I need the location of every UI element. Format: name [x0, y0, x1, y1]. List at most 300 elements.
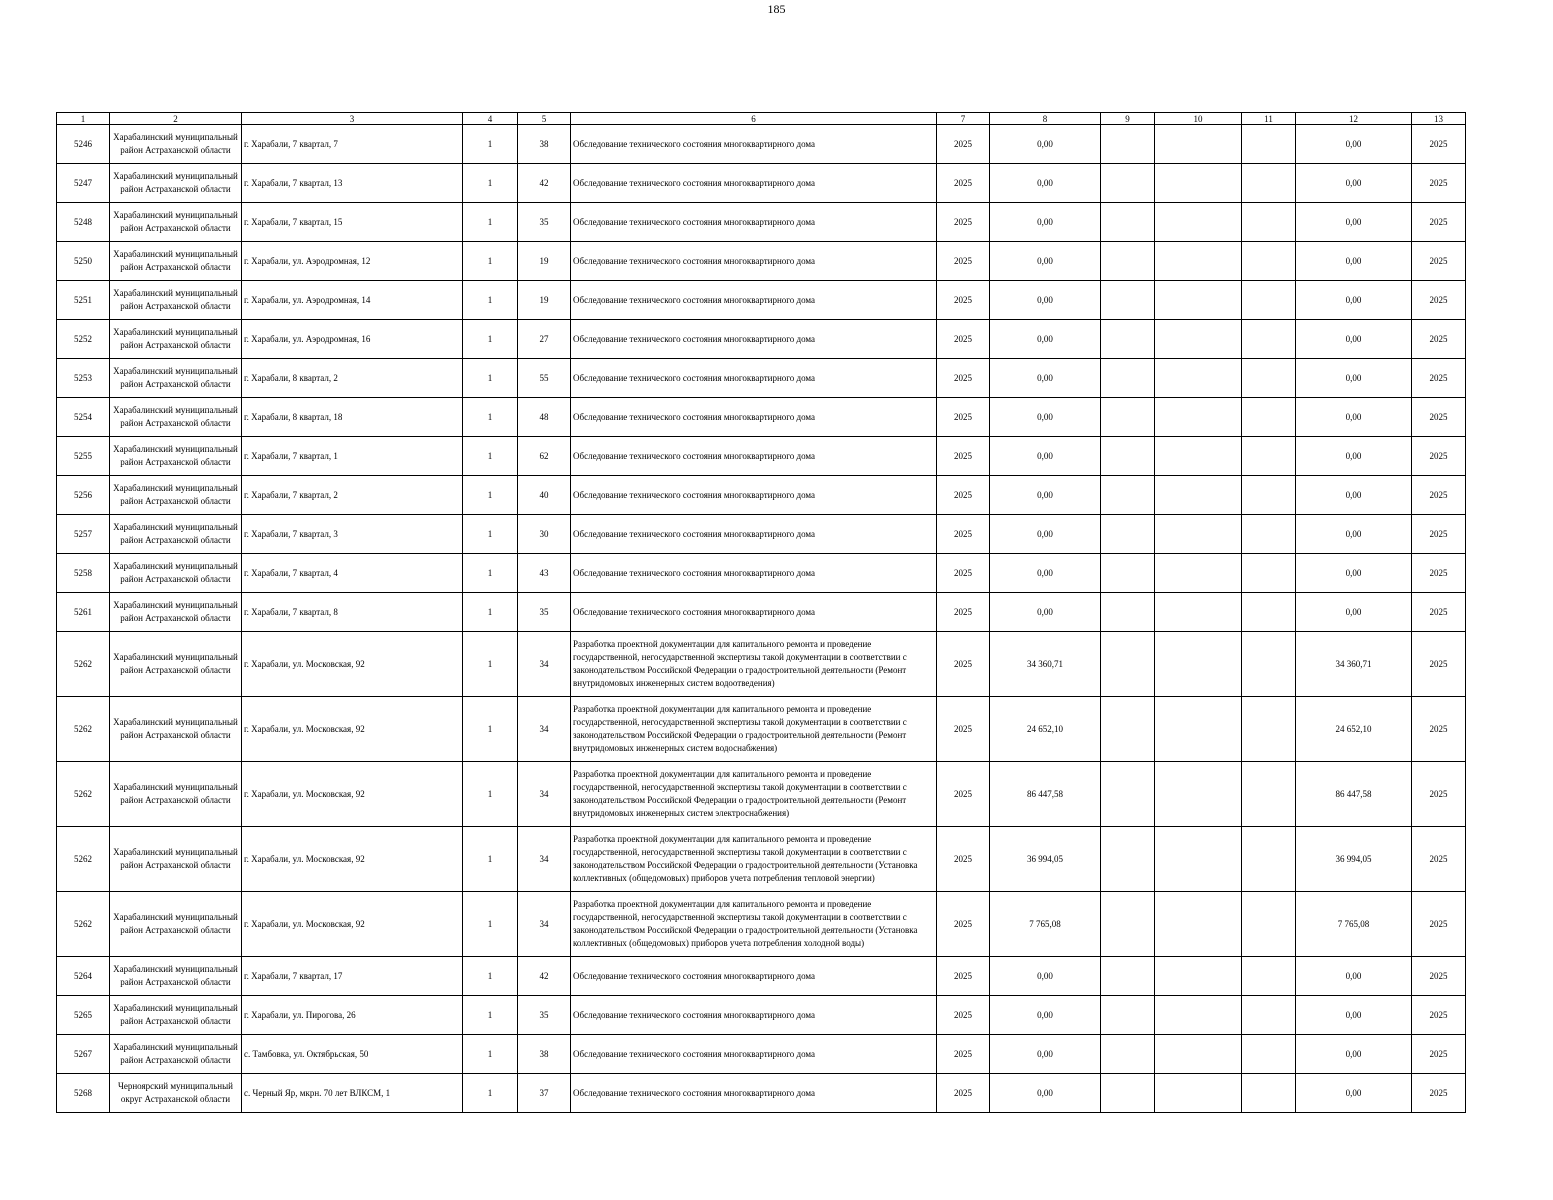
- apartments-cell: 27: [518, 320, 571, 359]
- row-id: 5262: [57, 632, 110, 697]
- col10-cell: [1155, 242, 1242, 281]
- column-header-6: 6: [571, 113, 937, 125]
- col10-cell: [1155, 437, 1242, 476]
- row-id: 5247: [57, 164, 110, 203]
- year-cell: 2025: [937, 437, 990, 476]
- table-row: [57, 762, 1466, 827]
- col11-cell: [1242, 320, 1296, 359]
- municipality-cell: Харабалинский муниципальный район Астраханской области: [110, 697, 242, 762]
- work-type-cell: Обследование технического состояния многоквартирного дома: [571, 359, 937, 398]
- apartments-cell: 42: [518, 164, 571, 203]
- municipality-cell: Харабалинский муниципальный район Астраханской области: [110, 632, 242, 697]
- col9-cell: [1101, 359, 1155, 398]
- row-id: 5262: [57, 762, 110, 827]
- row-id: 5254: [57, 398, 110, 437]
- address-cell: г. Харабали, 8 квартал, 2: [242, 359, 463, 398]
- completion-year-cell: 2025: [1412, 398, 1466, 437]
- col10-cell: [1155, 957, 1242, 996]
- apartments-cell: 40: [518, 476, 571, 515]
- column-header-7: 7: [937, 113, 990, 125]
- column-header-12: 12: [1296, 113, 1412, 125]
- count-cell: 1: [463, 437, 518, 476]
- address-cell: г. Харабали, ул. Московская, 92: [242, 697, 463, 762]
- apartments-cell: 30: [518, 515, 571, 554]
- year-cell: 2025: [937, 762, 990, 827]
- col11-cell: [1242, 632, 1296, 697]
- row-id: 5256: [57, 476, 110, 515]
- col10-cell: [1155, 632, 1242, 697]
- address-cell: г. Харабали, 7 квартал, 2: [242, 476, 463, 515]
- fund-cost-cell: 0,00: [1296, 996, 1412, 1035]
- apartments-cell: 42: [518, 957, 571, 996]
- column-header-5: 5: [518, 113, 571, 125]
- apartments-cell: 19: [518, 281, 571, 320]
- row-id: 5252: [57, 320, 110, 359]
- work-type-cell: Разработка проектной документации для капитального ремонта и проведение государственной, негосударственной экспертизы такой документации в соответствии с законодательством Российской Федерации о градостроительной деятельности (Установка коллективных (общедомовых) приборов учета потребления холодной воды): [571, 892, 937, 957]
- apartments-cell: 35: [518, 593, 571, 632]
- cost-cell: 0,00: [990, 164, 1101, 203]
- cost-cell: 0,00: [990, 554, 1101, 593]
- row-id: 5250: [57, 242, 110, 281]
- municipality-cell: Харабалинский муниципальный район Астраханской области: [110, 827, 242, 892]
- col9-cell: [1101, 164, 1155, 203]
- col11-cell: [1242, 398, 1296, 437]
- row-id: 5262: [57, 697, 110, 762]
- col9-cell: [1101, 892, 1155, 957]
- col11-cell: [1242, 515, 1296, 554]
- cost-cell: 0,00: [990, 957, 1101, 996]
- count-cell: 1: [463, 398, 518, 437]
- municipality-cell: Харабалинский муниципальный район Астраханской области: [110, 281, 242, 320]
- col9-cell: [1101, 281, 1155, 320]
- apartments-cell: 34: [518, 892, 571, 957]
- completion-year-cell: 2025: [1412, 203, 1466, 242]
- apartments-cell: 19: [518, 242, 571, 281]
- completion-year-cell: 2025: [1412, 957, 1466, 996]
- col10-cell: [1155, 164, 1242, 203]
- col9-cell: [1101, 320, 1155, 359]
- column-header-8: 8: [990, 113, 1101, 125]
- col10-cell: [1155, 320, 1242, 359]
- municipality-cell: Харабалинский муниципальный район Астраханской области: [110, 359, 242, 398]
- municipality-cell: Харабалинский муниципальный район Астраханской области: [110, 164, 242, 203]
- year-cell: 2025: [937, 1074, 990, 1113]
- fund-cost-cell: 0,00: [1296, 437, 1412, 476]
- year-cell: 2025: [937, 996, 990, 1035]
- municipality-cell: Харабалинский муниципальный район Астраханской области: [110, 554, 242, 593]
- col9-cell: [1101, 476, 1155, 515]
- table-row: [57, 892, 1466, 957]
- completion-year-cell: 2025: [1412, 632, 1466, 697]
- fund-cost-cell: 0,00: [1296, 957, 1412, 996]
- col11-cell: [1242, 359, 1296, 398]
- work-type-cell: Разработка проектной документации для капитального ремонта и проведение государственной, негосударственной экспертизы такой документации в соответствии с законодательством Российской Федерации о градостроительной деятельности (Ремонт внутридомовых инженерных систем водоснабжения): [571, 697, 937, 762]
- col9-cell: [1101, 515, 1155, 554]
- work-type-cell: Разработка проектной документации для капитального ремонта и проведение государственной, негосударственной экспертизы такой документации в соответствии с законодательством Российской Федерации о градостроительной деятельности (Ремонт внутридомовых инженерных систем водоотведения): [571, 632, 937, 697]
- apartments-cell: 38: [518, 1035, 571, 1074]
- count-cell: 1: [463, 359, 518, 398]
- year-cell: 2025: [937, 164, 990, 203]
- address-cell: г. Харабали, 7 квартал, 17: [242, 957, 463, 996]
- cost-cell: 7 765,08: [990, 892, 1101, 957]
- completion-year-cell: 2025: [1412, 892, 1466, 957]
- apartments-cell: 34: [518, 762, 571, 827]
- table-row: [57, 359, 1466, 398]
- cost-cell: 0,00: [990, 1035, 1101, 1074]
- count-cell: 1: [463, 1035, 518, 1074]
- table-row: [57, 593, 1466, 632]
- fund-cost-cell: 0,00: [1296, 1035, 1412, 1074]
- completion-year-cell: 2025: [1412, 554, 1466, 593]
- col11-cell: [1242, 164, 1296, 203]
- completion-year-cell: 2025: [1412, 1035, 1466, 1074]
- apartments-cell: 37: [518, 1074, 571, 1113]
- completion-year-cell: 2025: [1412, 515, 1466, 554]
- count-cell: 1: [463, 996, 518, 1035]
- work-type-cell: Обследование технического состояния многоквартирного дома: [571, 125, 937, 164]
- table-row: [57, 632, 1466, 697]
- work-type-cell: Обследование технического состояния многоквартирного дома: [571, 164, 937, 203]
- address-cell: г. Харабали, ул. Московская, 92: [242, 827, 463, 892]
- address-cell: г. Харабали, ул. Пирогова, 26: [242, 996, 463, 1035]
- municipality-cell: Харабалинский муниципальный район Астраханской области: [110, 762, 242, 827]
- row-id: 5255: [57, 437, 110, 476]
- year-cell: 2025: [937, 1035, 990, 1074]
- year-cell: 2025: [937, 697, 990, 762]
- cost-cell: 24 652,10: [990, 697, 1101, 762]
- fund-cost-cell: 0,00: [1296, 320, 1412, 359]
- municipality-cell: Харабалинский муниципальный район Астраханской области: [110, 203, 242, 242]
- table-row: [57, 957, 1466, 996]
- address-cell: г. Харабали, 7 квартал, 8: [242, 593, 463, 632]
- row-id: 5258: [57, 554, 110, 593]
- col10-cell: [1155, 762, 1242, 827]
- table-row: [57, 164, 1466, 203]
- col9-cell: [1101, 554, 1155, 593]
- col10-cell: [1155, 697, 1242, 762]
- fund-cost-cell: 0,00: [1296, 1074, 1412, 1113]
- row-id: 5264: [57, 957, 110, 996]
- cost-cell: 34 360,71: [990, 632, 1101, 697]
- year-cell: 2025: [937, 125, 990, 164]
- col10-cell: [1155, 827, 1242, 892]
- address-cell: г. Харабали, ул. Московская, 92: [242, 892, 463, 957]
- completion-year-cell: 2025: [1412, 476, 1466, 515]
- col11-cell: [1242, 125, 1296, 164]
- col11-cell: [1242, 957, 1296, 996]
- col11-cell: [1242, 476, 1296, 515]
- municipality-cell: Черноярский муниципальный округ Астраханской области: [110, 1074, 242, 1113]
- count-cell: 1: [463, 827, 518, 892]
- col9-cell: [1101, 697, 1155, 762]
- year-cell: 2025: [937, 632, 990, 697]
- apartments-cell: 35: [518, 203, 571, 242]
- count-cell: 1: [463, 125, 518, 164]
- col9-cell: [1101, 203, 1155, 242]
- registry-table: [56, 112, 1466, 1113]
- work-type-cell: Обследование технического состояния многоквартирного дома: [571, 437, 937, 476]
- col11-cell: [1242, 437, 1296, 476]
- row-id: 5257: [57, 515, 110, 554]
- col10-cell: [1155, 398, 1242, 437]
- col10-cell: [1155, 203, 1242, 242]
- col10-cell: [1155, 554, 1242, 593]
- work-type-cell: Обследование технического состояния многоквартирного дома: [571, 398, 937, 437]
- row-id: 5262: [57, 827, 110, 892]
- count-cell: 1: [463, 476, 518, 515]
- year-cell: 2025: [937, 515, 990, 554]
- col10-cell: [1155, 996, 1242, 1035]
- cost-cell: 0,00: [990, 125, 1101, 164]
- year-cell: 2025: [937, 957, 990, 996]
- completion-year-cell: 2025: [1412, 320, 1466, 359]
- count-cell: 1: [463, 593, 518, 632]
- fund-cost-cell: 0,00: [1296, 398, 1412, 437]
- column-header-13: 13: [1412, 113, 1466, 125]
- address-cell: г. Харабали, 7 квартал, 13: [242, 164, 463, 203]
- col9-cell: [1101, 996, 1155, 1035]
- cost-cell: 0,00: [990, 593, 1101, 632]
- row-id: 5246: [57, 125, 110, 164]
- count-cell: 1: [463, 164, 518, 203]
- completion-year-cell: 2025: [1412, 593, 1466, 632]
- work-type-cell: Обследование технического состояния многоквартирного дома: [571, 957, 937, 996]
- fund-cost-cell: 0,00: [1296, 359, 1412, 398]
- year-cell: 2025: [937, 203, 990, 242]
- col11-cell: [1242, 554, 1296, 593]
- table-row: [57, 437, 1466, 476]
- column-header-3: 3: [242, 113, 463, 125]
- table-row: [57, 827, 1466, 892]
- apartments-cell: 35: [518, 996, 571, 1035]
- apartments-cell: 38: [518, 125, 571, 164]
- col9-cell: [1101, 1035, 1155, 1074]
- col9-cell: [1101, 437, 1155, 476]
- header-row: [57, 113, 1466, 125]
- table-row: [57, 996, 1466, 1035]
- count-cell: 1: [463, 632, 518, 697]
- work-type-cell: Обследование технического состояния многоквартирного дома: [571, 593, 937, 632]
- count-cell: 1: [463, 762, 518, 827]
- address-cell: г. Харабали, ул. Аэродромная, 12: [242, 242, 463, 281]
- column-header-9: 9: [1101, 113, 1155, 125]
- column-header-2: 2: [110, 113, 242, 125]
- municipality-cell: Харабалинский муниципальный район Астраханской области: [110, 242, 242, 281]
- completion-year-cell: 2025: [1412, 242, 1466, 281]
- col11-cell: [1242, 762, 1296, 827]
- column-header-10: 10: [1155, 113, 1242, 125]
- work-type-cell: Обследование технического состояния многоквартирного дома: [571, 1035, 937, 1074]
- table-row: [57, 125, 1466, 164]
- address-cell: г. Харабали, 7 квартал, 4: [242, 554, 463, 593]
- col9-cell: [1101, 125, 1155, 164]
- col9-cell: [1101, 398, 1155, 437]
- table-row: [57, 1035, 1466, 1074]
- cost-cell: 36 994,05: [990, 827, 1101, 892]
- col11-cell: [1242, 697, 1296, 762]
- fund-cost-cell: 34 360,71: [1296, 632, 1412, 697]
- row-id: 5268: [57, 1074, 110, 1113]
- address-cell: с. Тамбовка, ул. Октябрьская, 50: [242, 1035, 463, 1074]
- address-cell: г. Харабали, 7 квартал, 1: [242, 437, 463, 476]
- cost-cell: 86 447,58: [990, 762, 1101, 827]
- table-row: [57, 554, 1466, 593]
- municipality-cell: Харабалинский муниципальный район Астраханской области: [110, 892, 242, 957]
- table-row: [57, 398, 1466, 437]
- count-cell: 1: [463, 697, 518, 762]
- work-type-cell: Обследование технического состояния многоквартирного дома: [571, 554, 937, 593]
- completion-year-cell: 2025: [1412, 125, 1466, 164]
- apartments-cell: 34: [518, 632, 571, 697]
- table-body: [57, 125, 1466, 1113]
- table-row: [57, 1074, 1466, 1113]
- row-id: 5253: [57, 359, 110, 398]
- municipality-cell: Харабалинский муниципальный район Астраханской области: [110, 125, 242, 164]
- count-cell: 1: [463, 203, 518, 242]
- count-cell: 1: [463, 892, 518, 957]
- municipality-cell: Харабалинский муниципальный район Астраханской области: [110, 515, 242, 554]
- count-cell: 1: [463, 957, 518, 996]
- col11-cell: [1242, 281, 1296, 320]
- table-row: [57, 697, 1466, 762]
- work-type-cell: Обследование технического состояния многоквартирного дома: [571, 996, 937, 1035]
- year-cell: 2025: [937, 281, 990, 320]
- address-cell: с. Черный Яр, мкрн. 70 лет ВЛКСМ, 1: [242, 1074, 463, 1113]
- address-cell: г. Харабали, 7 квартал, 3: [242, 515, 463, 554]
- fund-cost-cell: 0,00: [1296, 203, 1412, 242]
- completion-year-cell: 2025: [1412, 762, 1466, 827]
- address-cell: г. Харабали, 7 квартал, 15: [242, 203, 463, 242]
- col9-cell: [1101, 593, 1155, 632]
- fund-cost-cell: 7 765,08: [1296, 892, 1412, 957]
- col9-cell: [1101, 827, 1155, 892]
- col11-cell: [1242, 1035, 1296, 1074]
- col10-cell: [1155, 1074, 1242, 1113]
- col9-cell: [1101, 1074, 1155, 1113]
- cost-cell: 0,00: [990, 515, 1101, 554]
- cost-cell: 0,00: [990, 437, 1101, 476]
- cost-cell: 0,00: [990, 203, 1101, 242]
- fund-cost-cell: 0,00: [1296, 281, 1412, 320]
- count-cell: 1: [463, 320, 518, 359]
- municipality-cell: Харабалинский муниципальный район Астраханской области: [110, 593, 242, 632]
- row-id: 5248: [57, 203, 110, 242]
- address-cell: г. Харабали, ул. Московская, 92: [242, 632, 463, 697]
- fund-cost-cell: 0,00: [1296, 554, 1412, 593]
- year-cell: 2025: [937, 398, 990, 437]
- count-cell: 1: [463, 242, 518, 281]
- col10-cell: [1155, 892, 1242, 957]
- work-type-cell: Обследование технического состояния многоквартирного дома: [571, 242, 937, 281]
- fund-cost-cell: 0,00: [1296, 242, 1412, 281]
- completion-year-cell: 2025: [1412, 1074, 1466, 1113]
- completion-year-cell: 2025: [1412, 437, 1466, 476]
- col11-cell: [1242, 593, 1296, 632]
- col10-cell: [1155, 1035, 1242, 1074]
- year-cell: 2025: [937, 242, 990, 281]
- year-cell: 2025: [937, 892, 990, 957]
- cost-cell: 0,00: [990, 1074, 1101, 1113]
- completion-year-cell: 2025: [1412, 697, 1466, 762]
- fund-cost-cell: 0,00: [1296, 515, 1412, 554]
- column-header-4: 4: [463, 113, 518, 125]
- count-cell: 1: [463, 1074, 518, 1113]
- col11-cell: [1242, 203, 1296, 242]
- row-id: 5251: [57, 281, 110, 320]
- table-row: [57, 515, 1466, 554]
- table-row: [57, 281, 1466, 320]
- work-type-cell: Обследование технического состояния многоквартирного дома: [571, 320, 937, 359]
- work-type-cell: Разработка проектной документации для капитального ремонта и проведение государственной, негосударственной экспертизы такой документации в соответствии с законодательством Российской Федерации о градостроительной деятельности (Ремонт внутридомовых инженерных систем электроснабжения): [571, 762, 937, 827]
- address-cell: г. Харабали, 7 квартал, 7: [242, 125, 463, 164]
- col10-cell: [1155, 476, 1242, 515]
- cost-cell: 0,00: [990, 320, 1101, 359]
- completion-year-cell: 2025: [1412, 996, 1466, 1035]
- cost-cell: 0,00: [990, 281, 1101, 320]
- col9-cell: [1101, 957, 1155, 996]
- year-cell: 2025: [937, 320, 990, 359]
- fund-cost-cell: 0,00: [1296, 164, 1412, 203]
- year-cell: 2025: [937, 593, 990, 632]
- col11-cell: [1242, 242, 1296, 281]
- apartments-cell: 62: [518, 437, 571, 476]
- completion-year-cell: 2025: [1412, 164, 1466, 203]
- year-cell: 2025: [937, 359, 990, 398]
- row-id: 5261: [57, 593, 110, 632]
- row-id: 5267: [57, 1035, 110, 1074]
- col9-cell: [1101, 242, 1155, 281]
- col11-cell: [1242, 1074, 1296, 1113]
- apartments-cell: 55: [518, 359, 571, 398]
- work-type-cell: Обследование технического состояния многоквартирного дома: [571, 476, 937, 515]
- col10-cell: [1155, 515, 1242, 554]
- col11-cell: [1242, 892, 1296, 957]
- municipality-cell: Харабалинский муниципальный район Астраханской области: [110, 398, 242, 437]
- completion-year-cell: 2025: [1412, 281, 1466, 320]
- col10-cell: [1155, 125, 1242, 164]
- work-type-cell: Обследование технического состояния многоквартирного дома: [571, 515, 937, 554]
- count-cell: 1: [463, 281, 518, 320]
- fund-cost-cell: 0,00: [1296, 593, 1412, 632]
- apartments-cell: 43: [518, 554, 571, 593]
- col9-cell: [1101, 632, 1155, 697]
- col10-cell: [1155, 593, 1242, 632]
- fund-cost-cell: 24 652,10: [1296, 697, 1412, 762]
- column-header-11: 11: [1242, 113, 1296, 125]
- apartments-cell: 34: [518, 697, 571, 762]
- column-header-1: 1: [57, 113, 110, 125]
- count-cell: 1: [463, 554, 518, 593]
- work-type-cell: Обследование технического состояния многоквартирного дома: [571, 281, 937, 320]
- row-id: 5265: [57, 996, 110, 1035]
- work-type-cell: Разработка проектной документации для капитального ремонта и проведение государственной, негосударственной экспертизы такой документации в соответствии с законодательством Российской Федерации о градостроительной деятельности (Установка коллективных (общедомовых) приборов учета потребления тепловой энергии): [571, 827, 937, 892]
- table-row: [57, 203, 1466, 242]
- year-cell: 2025: [937, 476, 990, 515]
- cost-cell: 0,00: [990, 242, 1101, 281]
- table-row: [57, 242, 1466, 281]
- cost-cell: 0,00: [990, 476, 1101, 515]
- completion-year-cell: 2025: [1412, 359, 1466, 398]
- col11-cell: [1242, 996, 1296, 1035]
- cost-cell: 0,00: [990, 398, 1101, 437]
- cost-cell: 0,00: [990, 359, 1101, 398]
- municipality-cell: Харабалинский муниципальный район Астраханской области: [110, 1035, 242, 1074]
- year-cell: 2025: [937, 554, 990, 593]
- apartments-cell: 48: [518, 398, 571, 437]
- fund-cost-cell: 0,00: [1296, 125, 1412, 164]
- work-type-cell: Обследование технического состояния многоквартирного дома: [571, 1074, 937, 1113]
- municipality-cell: Харабалинский муниципальный район Астраханской области: [110, 320, 242, 359]
